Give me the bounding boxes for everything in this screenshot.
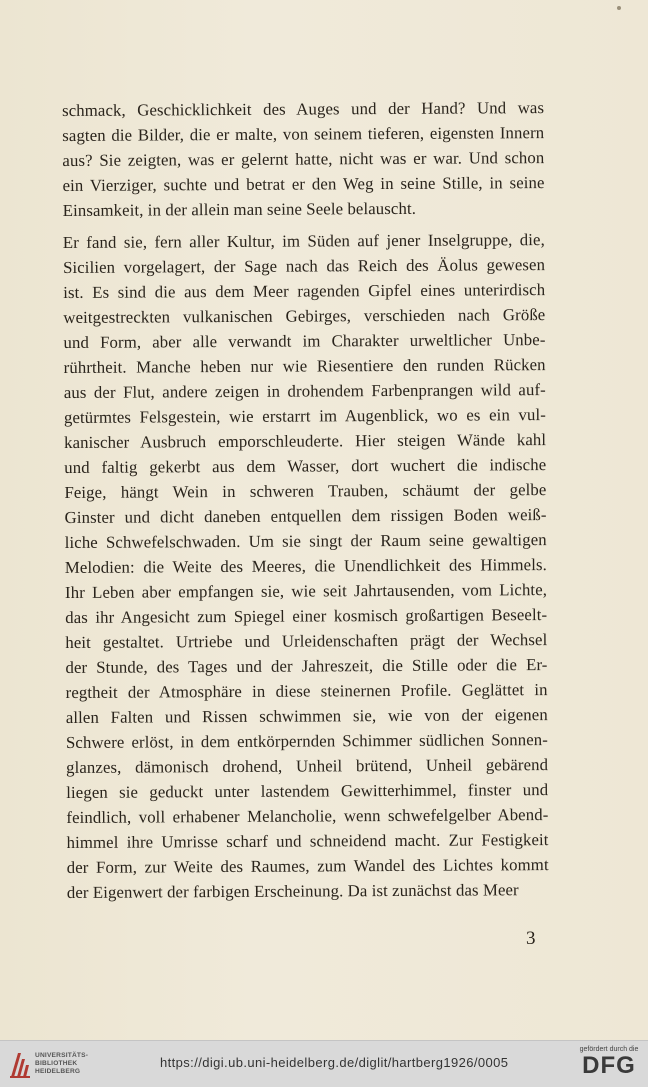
library-name-line-1: UNIVERSITÄTS-	[35, 1052, 89, 1059]
library-seal-icon	[8, 1049, 32, 1079]
text-line: ist. Es sind die aus dem Meer ragenden Gipfel eines unterirdisch	[63, 280, 546, 302]
text-line: der Eigenwert der farbigen Erscheinung. Da ist zunächst das Meer	[66, 880, 519, 902]
permalink-url[interactable]: https://digi.ub.uni-heidelberg.de/diglit/hartberg1926/0005	[160, 1055, 509, 1070]
text-line: heit gestaltet. Urtriebe und Urleidenschaften prägt der Wechsel	[65, 630, 548, 652]
text-line: liegen sie geduckt unter lastendem Gewitterhimmel, finster und	[66, 780, 549, 802]
text-line: aus der Flut, andere zeigen in drohendem Farbenprangen wild auf-	[63, 380, 546, 402]
text-line: ein Vierziger, suchte und betrat er den Weg in seine Stille, in seine	[62, 173, 545, 195]
text-line: weitgestreckten vulkanischen Gebirges, verschieden nach Größe	[63, 305, 546, 327]
library-name-line-3: HEIDELBERG	[35, 1068, 81, 1075]
library-name-line-2: BIBLIOTHEK	[35, 1060, 78, 1067]
text-line: liche Schwefelschwaden. Um sie singt der Raum seine gewaltigen	[64, 530, 547, 552]
text-line: himmel ihre Umrisse scharf und schneidend macht. Zur Festigkeit	[66, 830, 549, 852]
dfg-funding[interactable]	[574, 1046, 644, 1078]
library-logo[interactable]	[8, 1049, 94, 1079]
text-line: Er fand sie, fern aller Kultur, im Süden auf jener Inselgruppe, die,	[62, 230, 545, 252]
text-line: und faltig gekerbt aus dem Wasser, dort wuchert die indische	[64, 455, 547, 477]
text-line: regtheit der Atmosphäre in diese steinernen Profile. Geglättet in	[65, 680, 548, 702]
text-line: Melodien: die Weite des Meeres, die Unendlichkeit des Himmels.	[64, 555, 547, 577]
viewer-footer	[0, 1040, 648, 1087]
text-line: das ihr Angesicht zum Spiegel einer kosmisch großartigen Beseelt-	[65, 605, 548, 627]
text-line: und Form, aber alle verwandt im Charakter urweltlicher Unbe-	[63, 330, 546, 352]
text-line: sagten die Bilder, die er malte, von seinem tieferen, eigensten Innern	[62, 123, 545, 145]
text-line: Ihr Leben aber empfangen sie, wie seit Jahrtausenden, vom Lichte,	[64, 580, 548, 602]
text-line: Schwere erlöst, in dem entkörpernden Schimmer südlichen Sonnen-	[65, 730, 548, 752]
text-line: kanischer Ausbruch emporschleuderte. Hier steigen Wände kahl	[64, 430, 547, 452]
library-name	[35, 1052, 88, 1076]
text-line: Sicilien vorgelagert, der Sage nach das Reich des Äolus gewesen	[62, 255, 546, 277]
dfg-logo: DFG	[582, 1052, 636, 1079]
text-line: Einsamkeit, in der allein man seine Seele belauscht.	[62, 198, 417, 220]
page-speck	[617, 6, 621, 10]
page-number: 3	[526, 928, 536, 949]
body-text	[62, 95, 549, 905]
text-line: Feige, hängt Wein in schweren Trauben, schäumt der gelbe	[64, 480, 547, 502]
text-line: aus? Sie zeigten, was er gelernt hatte, nicht was er war. Und schon	[62, 148, 545, 170]
text-line: der Form, zur Weite des Raumes, zum Wandel des Lichtes kommt	[66, 855, 549, 877]
funding-label: gefördert durch die	[579, 1046, 639, 1053]
text-line: getürmtes Felsgestein, wie erstarrt im Augenblick, wo es ein vul-	[63, 405, 547, 427]
text-line: feindlich, voll erhabener Melancholie, wenn schwefelgelber Abend-	[66, 805, 549, 827]
text-line: der Stunde, des Tages und der Jahreszeit, die Stille oder die Er-	[65, 655, 548, 677]
text-line: rührtheit. Manche heben nur wie Riesentiere den runden Rücken	[63, 355, 546, 377]
text-line: Ginster und dicht daneben entquellen dem rissigen Boden weiß-	[64, 505, 547, 527]
text-line: schmack, Geschicklichkeit des Auges und der Hand? Und was	[62, 98, 545, 120]
text-line: glanzes, dämonisch drohend, Unheil brütend, Unheil gebärend	[66, 755, 549, 777]
text-line: allen Falten und Rissen schwimmen sie, wie von der eigenen	[65, 705, 548, 727]
